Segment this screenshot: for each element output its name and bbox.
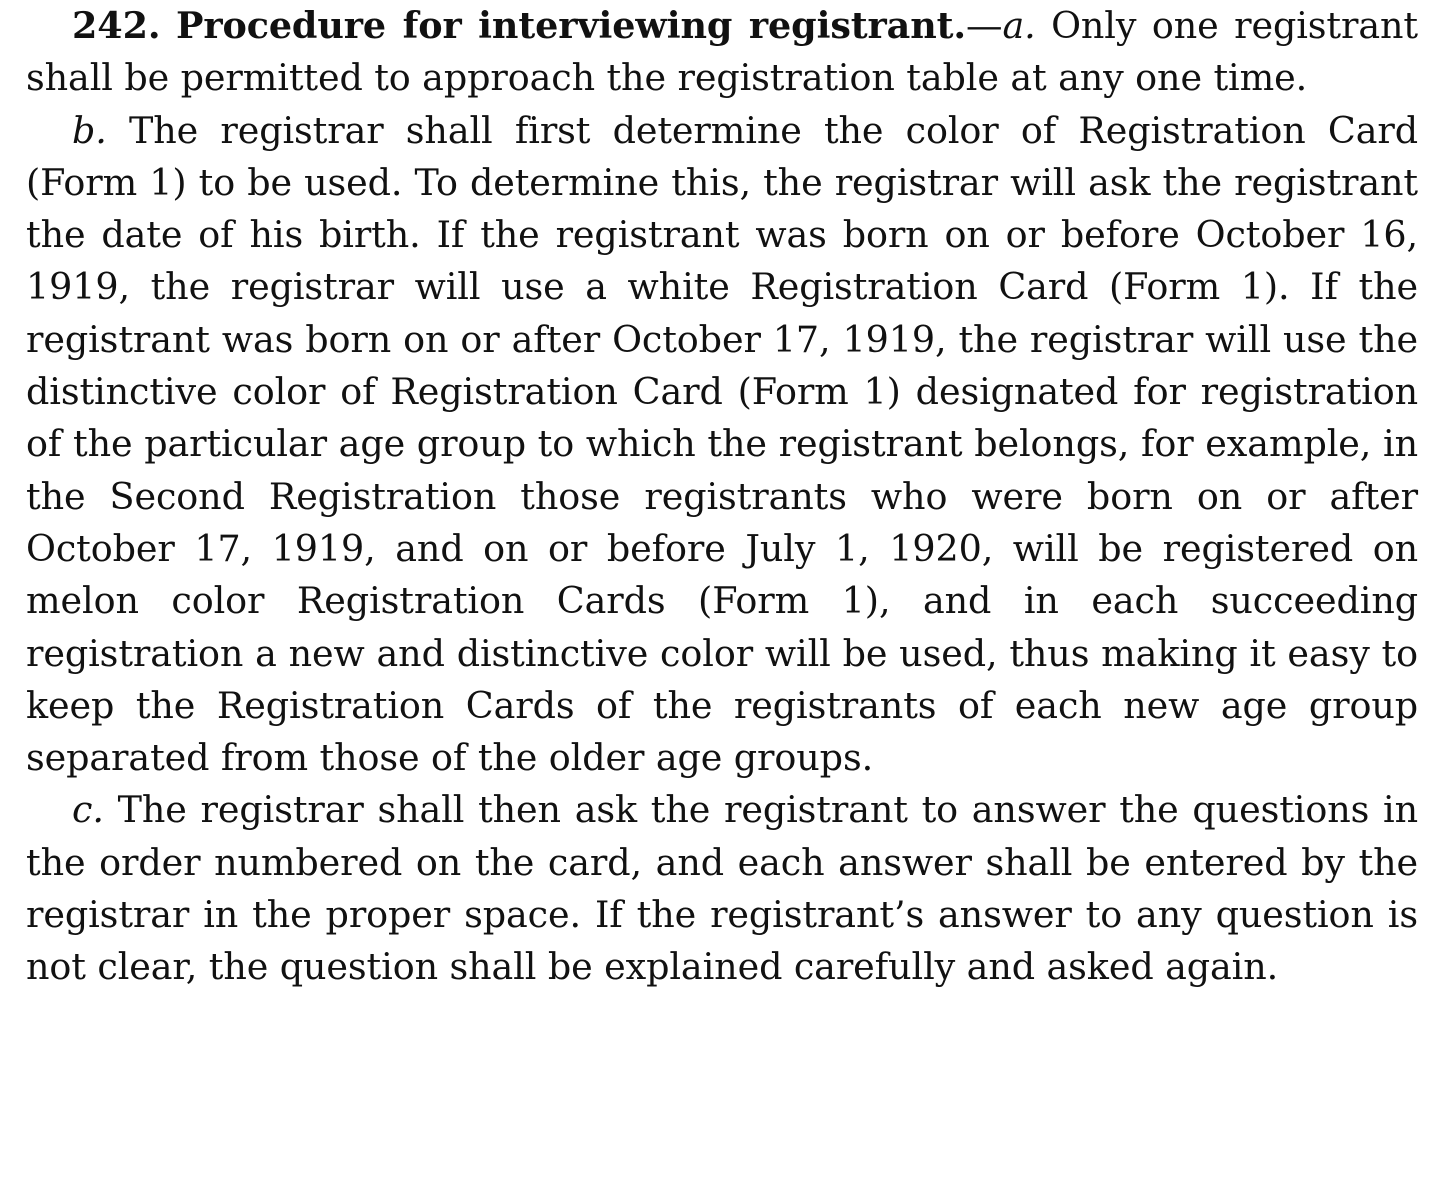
item-letter-c: c. [72,788,104,832]
title-dash: — [966,4,1003,47]
paragraph-a [26,0,1418,105]
paragraph-a-text: Only one registrant shall be permitted to approach the registration table at any one time. [26,4,1418,100]
paragraph-b [26,105,1418,785]
item-letter-a: a. [1002,4,1036,47]
paragraph-b-text: The registrar shall first determine the color of Registration Card (Form 1) to be used. To determine this, the registrar will ask the registrant the date of his birth. If the registrant was born on or before October 16, 1919, the registrar will use a white Registration Card (Form 1). If the registrant was born on or after October 17, 1919, the registrar will use the distinctive color of Registration Card (Form 1) designated for registration of the particular age group to which the registrant belongs, for example, in the Second Registration those registrants who were born on or after October 17, 1919, and on or before July 1, 1920, will be registered on melon color Registration Cards (Form 1), and in each succeeding registration a new and distinctive color will be used, thus making it easy to keep the Registration Cards of the registrants of each new age group separated from those of the older age groups. [26,108,1418,780]
section-title: Procedure for interviewing registrant. [175,4,967,47]
item-letter-b: b. [72,108,107,152]
paragraph-c [26,784,1418,993]
section-number: 242. [72,4,161,47]
document-page [26,0,1418,994]
paragraph-c-text: The registrar shall then ask the registrant to answer the questions in the order numbered on the card, and each answer shall be entered by the registrar in the proper space. If the registrant’s answer to any question is not clear, the question shall be explained carefully and asked again. [26,788,1418,989]
